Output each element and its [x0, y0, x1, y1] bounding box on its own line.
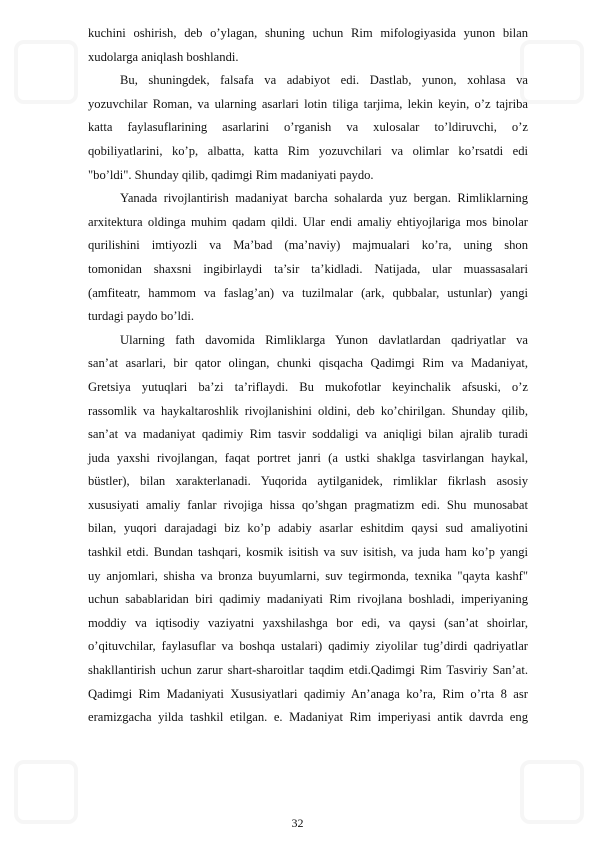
text-line: san’at asarlari, bir qator olingan, chunki qisqacha Qadimgi Rim va Madaniyat, — [88, 356, 528, 371]
watermark-mark — [520, 760, 584, 824]
text-line: moddiy va iqtisodiy vaziyatni yaxshilashga bor edi, va qaysi (san’at shoirlar, — [88, 615, 528, 630]
text-line: xususiyati amaliy fanlar rivojiga hissa qo’shgan pragmatizm edi. Shu munosabat — [88, 497, 528, 512]
text-line: xudolarga aniqlash boshlandi. — [88, 49, 239, 64]
watermark-mark — [14, 760, 78, 824]
text-line: uchun sabablaridan biri qadimiy madaniyati Rim rivojlana boshladi, imperiyaning — [88, 592, 528, 607]
watermark-mark — [14, 40, 78, 104]
text-line: uy anjomlari, shisha va bronza buyumlarni, suv tegirmonda, texnika "qayta kashf" — [88, 568, 528, 583]
text-line: juda yaxshi rivojlangan, faqat portret janri (a ustki shaklga tasvirlangan haykal, — [88, 450, 528, 465]
text-line: arxitektura oldinga muhim qadam qildi. Ular endi amaliy ehtiyojlariga mos binolar — [88, 214, 528, 229]
text-line: Ularning fath davomida Rimliklarga Yunon davlatlardan qadriyatlar va — [120, 332, 528, 347]
text-line: (amfiteatr, hammom va faslag’an) va tuzilmalar (ark, qubbalar, ustunlar) yangi — [88, 285, 528, 300]
text-line: qurilishini imtiyozli va Ma’bad (ma’naviy) majmualari ko’ra, uning shon — [88, 238, 528, 253]
text-line: "bo’ldi". Shunday qilib, qadimgi Rim madaniyati paydo. — [88, 167, 374, 182]
text-line: turdagi paydo bo’ldi. — [88, 309, 194, 324]
text-line: Yanada rivojlantirish madaniyat barcha sohalarda yuz bergan. Rimliklarning — [120, 191, 528, 206]
text-line: san’at va madaniyat qadimiy Rim tasvir soddaligi va aniqligi bilan ajralib turadi — [88, 427, 528, 442]
text-line: katta faylasuflarining asarlarini o’rganish va xulosalar to’ldiruvchi, o’z — [88, 120, 528, 135]
text-line: Qadimgi Rim Madaniyati Xususiyatlari qadimiy An’anaga ko’ra, Rim o’rta 8 asr — [88, 686, 528, 701]
text-line: tashkil etdi. Bundan tashqari, kosmik isitish va suv isitish, va juda ham ko’p yangi — [88, 545, 528, 560]
text-line: tomonidan shaxsni ingibirlaydi ta’sir ta’kidladi. Natijada, ular muassasalari — [88, 261, 528, 276]
text-line: kuchini oshirish, deb o’ylagan, shuning uchun Rim mifologiyasida yunon bilan — [88, 26, 528, 40]
watermark-mark — [520, 40, 584, 104]
document-body — [88, 22, 528, 730]
page-number: 32 — [291, 816, 304, 830]
text-line: o’qituvchilar, faylasuflar va boshqa ustalari) qadimiy ziyolilar tug’dirdi qadriyatlar — [88, 639, 528, 654]
text-line: rassomlik va haykaltaroshlik rivojlanishini oldini, deb ko’chirilgan. Shunday qilib, — [88, 403, 528, 418]
text-line: qobiliyatlarini, ko’p, albatta, katta Rim yozuvchilari va olimlar ko’rsatdi edi — [88, 143, 528, 158]
text-line: Bu, shuningdek, falsafa va adabiyot edi. Dastlab, yunon, xohlasa va — [120, 73, 528, 88]
text-line: Gretsiya yutuqlari ba’zi ta’riflaydi. Bu mukofotlar keyinchalik afsuski, o’z — [88, 379, 528, 394]
text-line: eramizgacha yilda tashkil etilgan. e. Madaniyat Rim imperiyasi antik davrda eng — [88, 710, 528, 725]
text-line: yozuvchilar Roman, va ularning asarlari lotin tiliga tarjima, lekin keyin, o’z tajriba — [88, 96, 528, 111]
text-line: bilan, yuqori darajadagi biz ko’p adabiy asarlar eshitdim qaysi sud amaliyotini — [88, 521, 528, 536]
text-line: shakllantirish uchun zarur shart-sharoitlar taqdim etdi.Qadimgi Rim Tasviriy San’at. — [88, 663, 528, 678]
text-line: büstler), bilan xarakterlanadi. Yuqorida aytilganidek, rimliklar fikrlash asosiy — [88, 474, 528, 489]
